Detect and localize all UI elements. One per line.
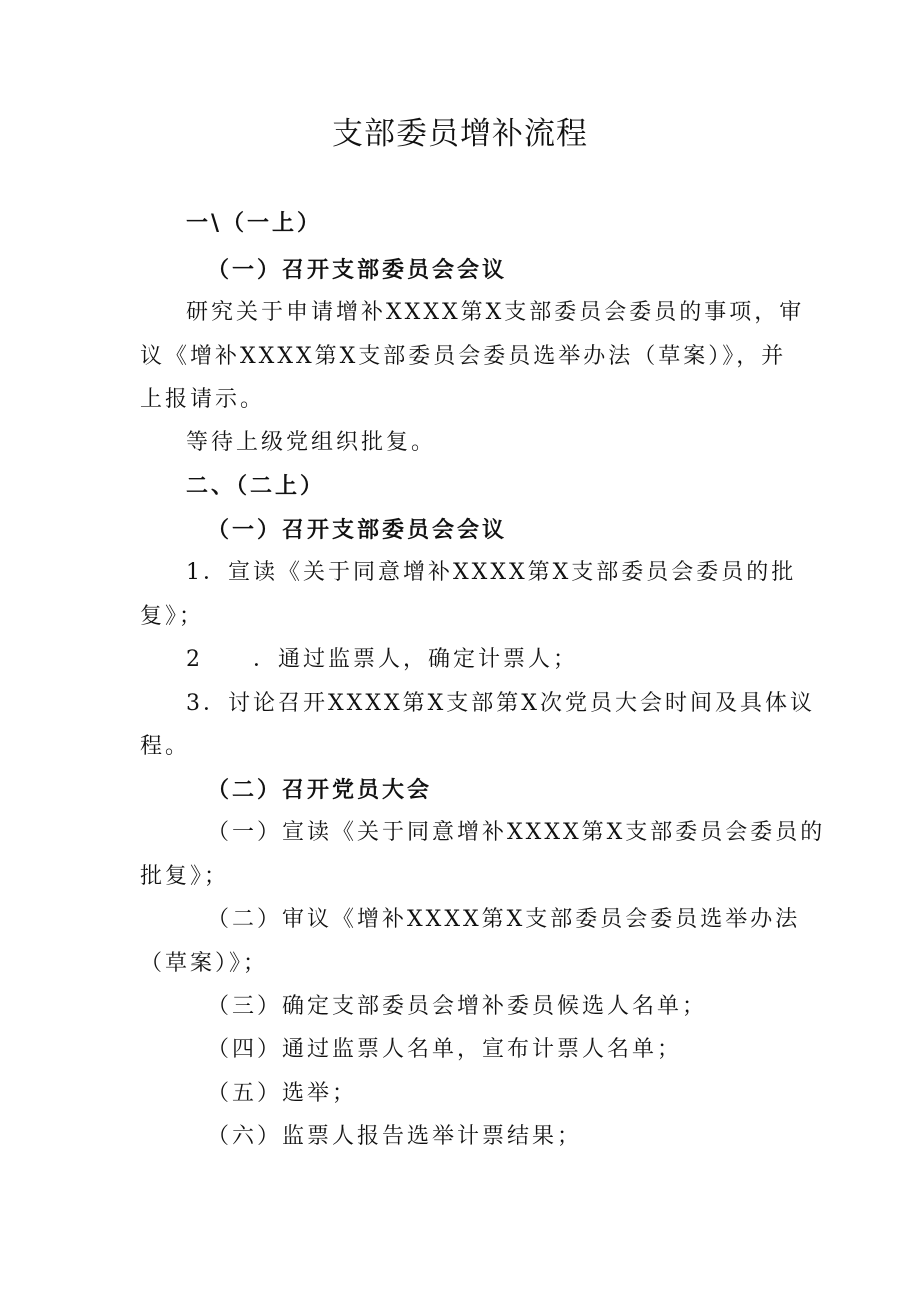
- list-item: （三）确定支部委员会增补委员候选人名单；: [207, 994, 708, 1019]
- list-item: （二）审议《增补XXXX第X支部委员会委员选举办法: [207, 907, 801, 932]
- subsection-heading: （二）召开党员大会: [207, 777, 433, 803]
- list-item: 1．宣读《关于同意增补XXXX第X支部委员会委员的批: [186, 560, 797, 585]
- paragraph-line: 议《增补XXXX第X支部委员会委员选举办法（草案）》，并: [140, 344, 787, 369]
- list-item: （六）监票人报告选举计票结果；: [207, 1124, 583, 1149]
- list-item-continuation: （草案）》；: [140, 951, 269, 976]
- list-item-continuation: 复》；: [140, 604, 205, 629]
- section-heading-1: 一\（一上）: [186, 210, 323, 236]
- subsection-heading: （一）召开支部委员会会议: [207, 257, 508, 283]
- document-title: 支部委员增补流程: [332, 116, 588, 152]
- list-item: （四）通过监票人名单，宣布计票人名单；: [207, 1037, 683, 1062]
- paragraph-line: 研究关于申请增补XXXX第X支部委员会委员的事项，审: [186, 300, 805, 325]
- list-item-continuation: 批复》；: [140, 864, 230, 889]
- section-heading-2: 二、（二上）: [186, 473, 326, 499]
- list-item: （一）宣读《关于同意增补XXXX第X支部委员会委员的: [207, 820, 826, 845]
- list-item: 2 ．通过监票人，确定计票人；: [186, 647, 578, 672]
- list-item: 3．讨论召开XXXX第X支部第X次党员大会时间及具体议: [186, 691, 815, 716]
- paragraph-line: 上报请示。: [140, 387, 266, 412]
- list-item: （五）选举；: [207, 1081, 358, 1106]
- subsection-heading: （一）召开支部委员会会议: [207, 517, 508, 543]
- list-item-continuation: 程。: [140, 734, 191, 759]
- paragraph-line: 等待上级党组织批复。: [186, 430, 437, 455]
